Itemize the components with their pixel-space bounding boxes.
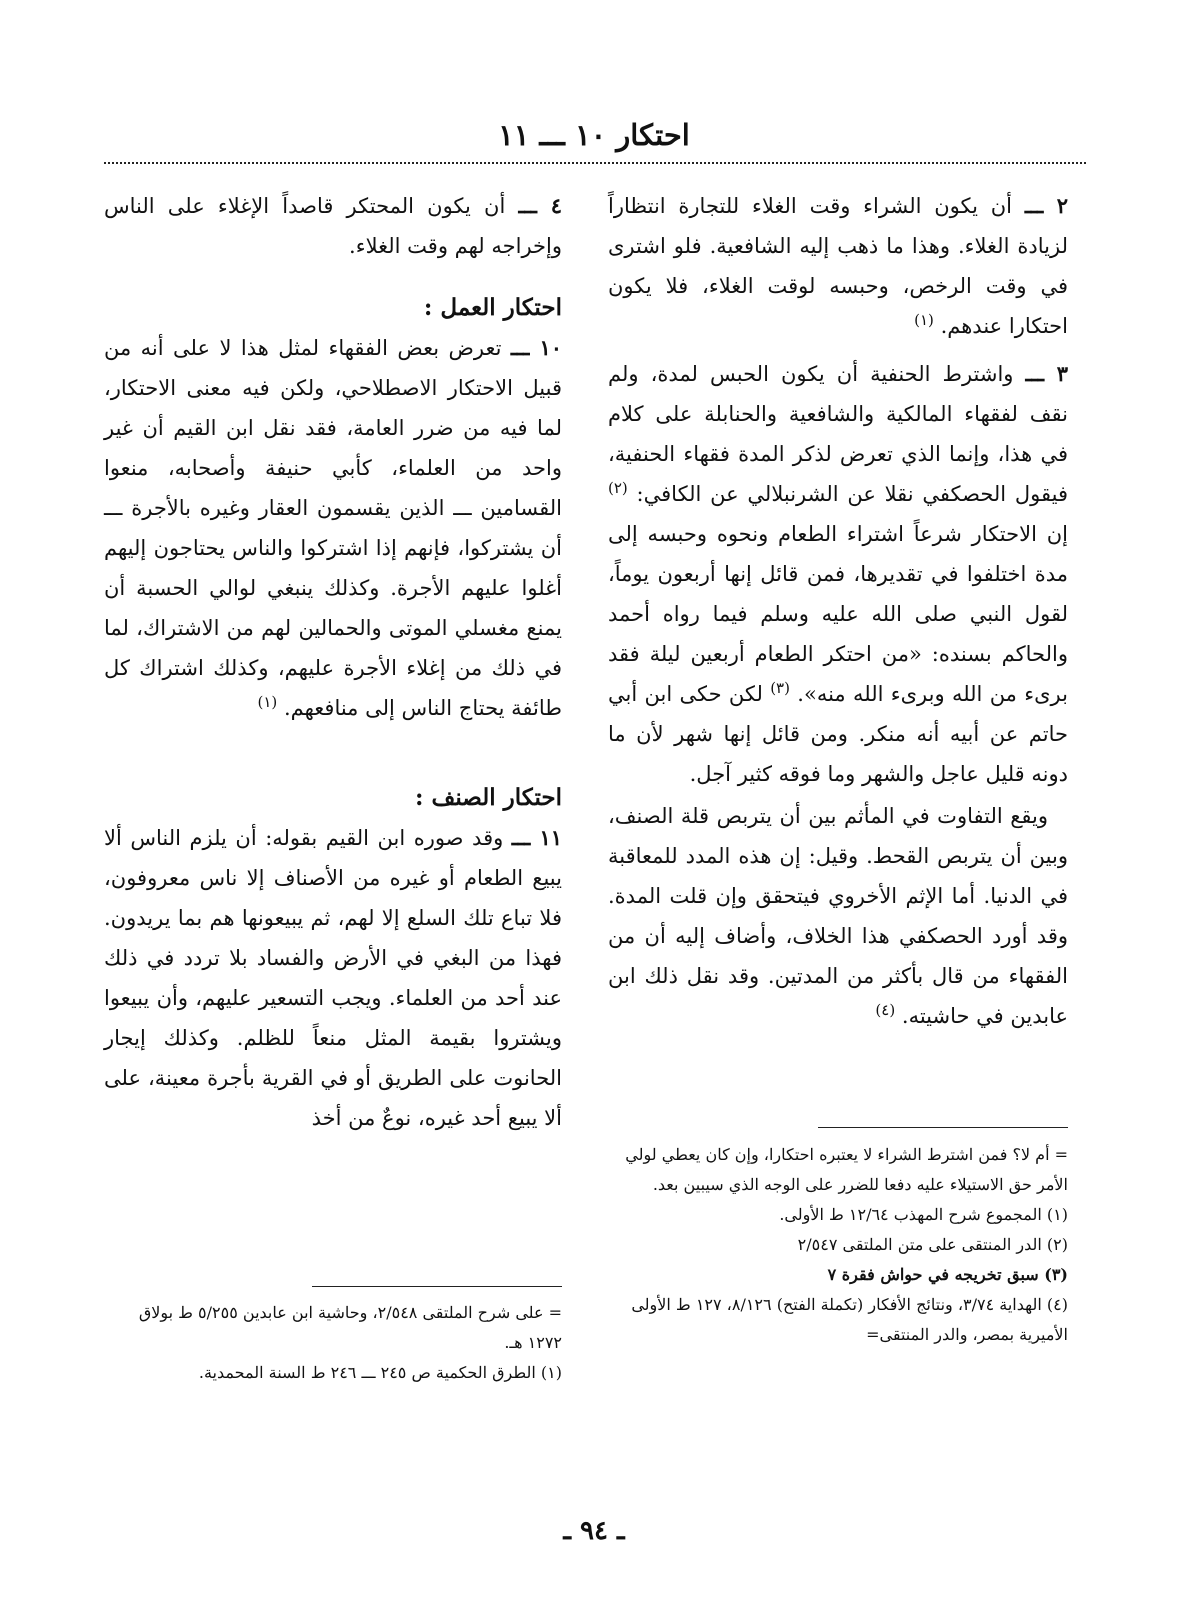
paragraph-number: ١١ ـــ bbox=[511, 825, 562, 850]
paragraph-text: أن يكون المحتكر قاصداً الإغلاء على الناس وإخراجه لهم وقت الغلاء. bbox=[104, 194, 562, 258]
paragraph-number: ٤ ـــ bbox=[518, 193, 562, 218]
paragraph-text: أن يكون الشراء وقت الغلاء للتجارة انتظاراً لزيادة الغلاء. وهذا ما ذهب إليه الشافعية. فلو اشترى في وقت الرخص، وحبسه لوقت الغلاء، فلا يكون احتكارا عندهم. bbox=[608, 194, 1068, 338]
footnote-ref: (٢) bbox=[608, 479, 628, 497]
paragraph-text: تعرض بعض الفقهاء لمثل هذا لا على أنه من قبيل الاحتكار الاصطلاحي، ولكن فيه معنى الاحتكار، لما فيه من ضرر العامة، فقد نقل ابن القيم أن غير واحد من العلماء، كأبي حنيفة وأصحابه، منعوا القسامين ـــ الذين يقسمون العقار وغيره بالأجرة ـــ أن يشتركوا، فإنهم إذا اشتركوا والناس يحتاجون إليهم أغلوا عليهم الأجرة. وكذلك ينبغي لوالي الحسبة أن يمنع مغسلي الموتى والحمالين لهم من الاشتراك، لما في ذلك من إغلاء الأجرة عليهم، وكذلك اشتراك كل طائفة يحتاج الناس إلى منافعهم. bbox=[104, 336, 562, 720]
paragraph-text: ويقع التفاوت في المأثم بين أن يتربص قلة الصنف، وبين أن يتربص القحط. وقيل: إن هذه المدد للمعاقبة في الدنيا. أما الإثم الأخروي فيتحقق وإن قلت المدة. وقد أورد الحصكفي هذا الخلاف، وأضاف إليه أن من الفقهاء من قال بأكثر من المدتين. وقد نقل ذلك ابن عابدين في حاشيته. bbox=[608, 804, 1068, 1028]
footnote-ref: (٣) bbox=[770, 679, 790, 697]
paragraph-text: لكن حكى ابن أبي حاتم عن أبيه أنه منكر. ومن قائل إنها شهر لأن ما دونه قليل عاجل والشهر وما فوقه كثير آجل. bbox=[608, 682, 1068, 786]
footnote-3: (٣) سبق تخريجه في حواش فقرة ٧ bbox=[827, 1265, 1068, 1284]
section-heading-kind-monopoly: احتكار الصنف : bbox=[415, 784, 562, 811]
footnote-4: (٤) الهداية ٣/٧٤، ونتائج الأفكار (تكملة الفتح) ٨/١٢٦، ١٢٧ ط الأولى الأميرية بمصر، والدر المنتقى= bbox=[631, 1295, 1068, 1344]
footnote-rule-right bbox=[818, 1127, 1068, 1128]
right-footnotes bbox=[608, 1140, 1068, 1350]
running-header: احتكار ١٠ ـــ ١١ bbox=[498, 118, 690, 152]
paragraph-text: واشترط الحنفية أن يكون الحبس لمدة، ولم نقف لفقهاء المالكية والشافعية والحنابلة على كلام في هذا، وإنما الذي تعرض لذكر المدة فقهاء الحنفية، فيقول الحصكفي نقلا عن الشرنبلالي عن الكافي: bbox=[608, 362, 1068, 506]
paragraph-number: ٣ ـــ bbox=[1025, 361, 1068, 386]
footnote-ref: (٤) bbox=[875, 1001, 896, 1019]
header-dotted-rule bbox=[104, 162, 1086, 164]
paragraph-3-continued bbox=[608, 796, 1068, 1036]
paragraph-text: إن الاحتكار شرعاً اشتراء الطعام ونحوه وحبسه إلى مدة اختلفوا في تقديرها، فمن قائل إنها أربعون يوماً، لقول النبي صلى الله عليه وسلم فيما رواه أحمد والحاكم بسنده: «من احتكر الطعام أربعين ليلة فقد برىء من الله وبرىء الله منه». bbox=[608, 522, 1068, 706]
paragraph-4 bbox=[104, 186, 562, 266]
paragraph-10 bbox=[104, 328, 562, 728]
footnote-2: (٢) الدر المنتقى على متن الملتقى ٢/٥٤٧ bbox=[797, 1235, 1068, 1254]
paragraph-11 bbox=[104, 818, 562, 1138]
page-number: ـ ٩٤ ـ bbox=[563, 1516, 625, 1546]
footnote-1: (١) الطرق الحكمية ص ٢٤٥ ـــ ٢٤٦ ط السنة المحمدية. bbox=[198, 1363, 562, 1382]
footnote-ref: (١) bbox=[914, 311, 934, 329]
footnote-continuation: = على شرح الملتقى ٢/٥٤٨، وحاشية ابن عابدين ٥/٢٥٥ ط بولاق ١٢٧٢ هـ. bbox=[138, 1303, 562, 1352]
paragraph-text: وقد صوره ابن القيم بقوله: أن يلزم الناس ألا يبيع الطعام أو غيره من الأصناف إلا ناس معروفون، فلا تباع تلك السلع إلا لهم، ثم يبيعونها هم بما يريدون. فهذا من البغي في الأرض والفساد بلا تردد في ذلك عند أحد من العلماء. ويجب التسعير عليهم، وأن يبيعوا ويشتروا بقيمة المثل منعاً للظلم. وكذلك إيجار الحانوت على الطريق أو في القرية بأجرة معينة، على ألا يبيع أحد غيره، نوعٌ من أخذ bbox=[104, 826, 562, 1130]
paragraph-3 bbox=[608, 354, 1068, 794]
footnote-rule-left bbox=[312, 1286, 562, 1287]
paragraph-number: ١٠ ـــ bbox=[510, 335, 562, 360]
footnote-1: (١) المجموع شرح المهذب ١٢/٦٤ ط الأولى. bbox=[779, 1205, 1068, 1224]
footnote-continuation: = أم لا؟ فمن اشترط الشراء لا يعتبره احتكارا، وإن كان يعطي لولي الأمر حق الاستيلاء عليه دفعا للضرر على الوجه الذي سيبين بعد. bbox=[625, 1145, 1068, 1194]
footnote-ref: (١) bbox=[257, 693, 278, 711]
left-column bbox=[104, 186, 562, 1138]
left-footnotes bbox=[104, 1298, 562, 1388]
right-column bbox=[608, 186, 1068, 1036]
paragraph-number: ٢ ـــ bbox=[1024, 193, 1068, 218]
section-heading-work-monopoly: احتكار العمل : bbox=[423, 294, 562, 321]
paragraph-2 bbox=[608, 186, 1068, 346]
